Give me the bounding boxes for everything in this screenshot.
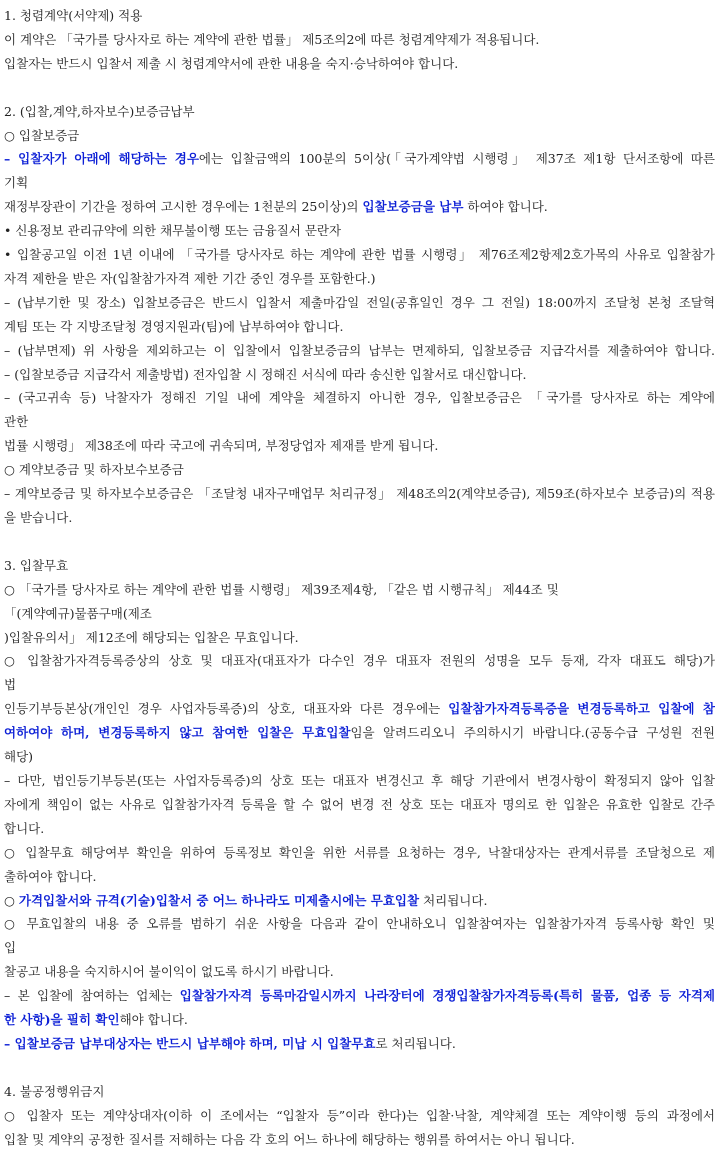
text-segment: 해당) — [4, 749, 34, 765]
text-segment: – (입찰보증금 지급각서 제출방법) 전자입찰 시 정해진 서식에 따라 송신한 입찰서로 대신합니다. — [4, 366, 527, 382]
highlighted-text: 입찰참가자격 등록마감일시까지 나라장터에 경쟁입찰참가자격등록(특히 물품, 업종 등 자격제 — [179, 988, 715, 1004]
text-line — [4, 817, 715, 841]
text-line — [4, 793, 715, 817]
text-segment: )입찰유의서」 제12조에 해당되는 입찰은 무효입니다. — [4, 629, 299, 645]
text-segment: 계팀 또는 각 지방조달청 경영지원과(팀)에 납부하여야 합니다. — [4, 318, 344, 334]
highlighted-text: 입찰참가자격등록증을 변경등록하고 입찰에 참 — [448, 701, 715, 717]
text-line — [4, 602, 715, 626]
text-segment: 에는 입찰금액의 100분의 5이상(「국가계약법 시행령」 제37조 제1항 단서조항에 따른 — [198, 151, 715, 167]
text-line — [4, 147, 715, 171]
text-segment: 처리됩니다. — [419, 892, 488, 908]
text-line — [4, 339, 715, 363]
text-line — [4, 936, 715, 960]
text-segment: 입찰자는 반드시 입찰서 제출 시 청렴계약서에 관한 내용을 숙지·승낙하여야 합니다. — [4, 55, 459, 71]
text-segment: 2. (입찰,계약,하자보수)보증금납부 — [4, 103, 195, 119]
text-segment: 4. 불공정행위금지 — [4, 1083, 105, 1099]
text-line — [4, 912, 715, 936]
text-segment: 입 — [4, 940, 17, 956]
text-line — [4, 1056, 715, 1080]
text-segment: 합니다. — [4, 820, 45, 836]
text-segment: ○ 「국가를 당사자로 하는 계약에 관한 법률 시행령」 제39조제4항, 「같은 법 시행규칙」 제44조 및 — [4, 581, 559, 597]
text-line — [4, 219, 715, 243]
text-segment: ○ 입찰참가자격등록증상의 상호 및 대표자(대표자가 다수인 경우 대표자 전원의 성명을 모두 등재, 각자 대표도 해당)가 — [4, 653, 715, 669]
text-segment: 재정부장관이 기간을 정하여 고시한 경우에는 1천분의 25이상)의 — [4, 199, 363, 215]
text-line — [4, 649, 715, 673]
text-line — [4, 1008, 715, 1032]
text-segment: 을 받습니다. — [4, 510, 73, 526]
text-line — [4, 267, 715, 291]
text-line — [4, 554, 715, 578]
text-line — [4, 124, 715, 148]
text-line — [4, 243, 715, 267]
text-line — [4, 530, 715, 554]
text-segment: ○ — [4, 892, 19, 908]
text-line — [4, 984, 715, 1008]
highlighted-text: – — [4, 1035, 15, 1051]
text-line — [4, 745, 715, 769]
text-line — [4, 673, 715, 697]
highlighted-text: 입찰보증금 납부대상자는 반드시 납부해야 하며, 미납 시 입찰무효 — [14, 1035, 376, 1051]
text-segment: – (납부면제) 위 사항을 제외하고는 이 입찰에서 입찰보증금의 납부는 면제하되, 입찰보증금 지급각서를 제출하여야 합니다. — [4, 342, 715, 358]
text-line — [4, 1080, 715, 1104]
text-line — [4, 76, 715, 100]
text-line — [4, 1032, 715, 1056]
text-segment: 임을 알려드리오니 주의하시기 바랍니다.(공동수급 구성원 전원 — [350, 725, 715, 741]
text-segment: 관한 — [4, 414, 29, 430]
highlighted-text: 가격입찰서와 규격(기술)입찰서 중 어느 하나라도 미제출시에는 무효입찰 — [18, 892, 420, 908]
text-segment: • 신용정보 관리규약에 의한 채무불이행 또는 금융질서 문란자 — [4, 223, 342, 239]
text-segment: 출하여야 합니다. — [4, 868, 97, 884]
text-line — [4, 482, 715, 506]
text-line — [4, 386, 715, 410]
text-segment: 하여야 합니다. — [463, 199, 548, 215]
text-segment: – (국고귀속 등) 낙찰자가 정해진 기일 내에 계약을 체결하지 아니한 경우, 입찰보증금은 「국가를 당사자로 하는 계약에 — [4, 390, 715, 406]
text-line — [4, 721, 715, 745]
text-segment: – 계약보증금 및 하자보수보증금은 「조달청 내자구매업무 처리규정」 제48조의2(계약보증금), 제59조(하자보수 보증금)의 적용 — [4, 486, 715, 502]
text-segment: 기획 — [4, 175, 29, 191]
text-line — [4, 769, 715, 793]
highlighted-text: 한 사항)을 필히 확인 — [4, 1012, 120, 1028]
text-line — [4, 458, 715, 482]
text-segment: 1. 청렴계약(서약제) 적용 — [4, 8, 143, 23]
highlighted-text: – — [4, 151, 19, 167]
text-line — [4, 28, 715, 52]
text-segment: ○ 입찰자 또는 계약상대자(이하 이 조에서는 “입찰자 등”이라 한다)는 입찰·낙찰, 계약체결 또는 계약이행 등의 과정에서 — [4, 1107, 715, 1123]
text-line — [4, 195, 715, 219]
text-segment: 자에게 책임이 없는 사유로 입찰참가자격 등록을 할 수 없어 변경 전 상호 또는 대표자 명의로 한 입찰은 유효한 입찰로 간주 — [4, 796, 715, 812]
text-line — [4, 506, 715, 530]
text-line — [4, 315, 715, 339]
text-segment: ○ 계약보증금 및 하자보수보증금 — [4, 462, 184, 478]
text-segment: 입찰 및 계약의 공정한 질서를 저해하는 다음 각 호의 어느 하나에 해당하는 행위를 하여서는 아니 됩니다. — [4, 1131, 575, 1147]
text-segment: 인등기부등본상(개인인 경우 사업자등록증)의 상호, 대표자와 다른 경우에는 — [4, 701, 449, 717]
text-segment: 이 계약은 「국가를 당사자로 하는 계약에 관한 법률」 제5조의2에 따른 청렴계약제가 적용됩니다. — [4, 31, 540, 47]
text-line — [4, 291, 715, 315]
text-line — [4, 697, 715, 721]
text-line — [4, 841, 715, 865]
text-segment: 「(계약예규)물품구매(제조 — [4, 605, 152, 621]
text-segment: 법 — [4, 677, 17, 693]
text-line — [4, 171, 715, 195]
text-segment: 자격 제한을 받은 자(입찰참가자격 제한 기간 중인 경우를 포함한다.) — [4, 270, 376, 286]
text-line — [4, 410, 715, 434]
text-line — [4, 865, 715, 889]
text-line — [4, 578, 715, 602]
text-segment: 로 처리됩니다. — [375, 1035, 456, 1051]
text-line — [4, 1104, 715, 1128]
text-line — [4, 960, 715, 984]
highlighted-text: 입찰자가 아래에 해당하는 경우 — [18, 151, 199, 167]
highlighted-text: 여하여야 하며, 변경등록하지 않고 참여한 입찰은 무효입찰 — [4, 725, 351, 741]
text-segment: ○ 입찰무효 해당여부 확인을 위하여 등록정보 확인을 위한 서류를 요청하는 경우, 낙찰대상자는 관계서류를 조달청으로 제 — [4, 844, 715, 860]
text-segment: 해야 합니다. — [119, 1012, 188, 1028]
text-segment: • 입찰공고일 이전 1년 이내에 「국가를 당사자로 하는 계약에 관한 법률 시행령」 제76조제2항제2호가목의 사유로 입찰참가 — [4, 247, 715, 263]
text-line — [4, 52, 715, 76]
text-segment: 3. 입찰무효 — [4, 557, 69, 573]
text-segment: – (납부기한 및 장소) 입찰보증금은 반드시 입찰서 제출마감일 전일(공휴일인 경우 그 전일) 18:00까지 조달청 본청 조달혁 — [4, 294, 715, 310]
text-segment: ○ 입찰보증금 — [4, 127, 80, 143]
text-segment: – 본 입찰에 참여하는 업체는 — [4, 988, 180, 1004]
text-line — [4, 1128, 715, 1151]
text-segment: – 다만, 법인등기부등본(또는 사업자등록증)의 상호 또는 대표자 변경신고 후 해당 기관에서 변경사항이 확정되지 않아 입찰 — [4, 772, 715, 788]
text-line — [4, 434, 715, 458]
text-line — [4, 889, 715, 913]
text-line — [4, 626, 715, 650]
text-line — [4, 363, 715, 387]
text-line — [4, 4, 715, 28]
text-segment: 법률 시행령」 제38조에 따라 국고에 귀속되며, 부정당업자 제재를 받게 됩니다. — [4, 438, 439, 454]
text-segment: ○ 무효입찰의 내용 중 오류를 범하기 쉬운 사항을 다음과 같이 안내하오니 입찰참여자는 입찰참가자격 등록사항 확인 및 — [4, 916, 715, 932]
highlighted-text: 입찰보증금을 납부 — [362, 199, 464, 215]
text-line — [4, 100, 715, 124]
text-segment: 찰공고 내용을 숙지하시어 불이익이 없도록 하시기 바랍니다. — [4, 964, 334, 980]
